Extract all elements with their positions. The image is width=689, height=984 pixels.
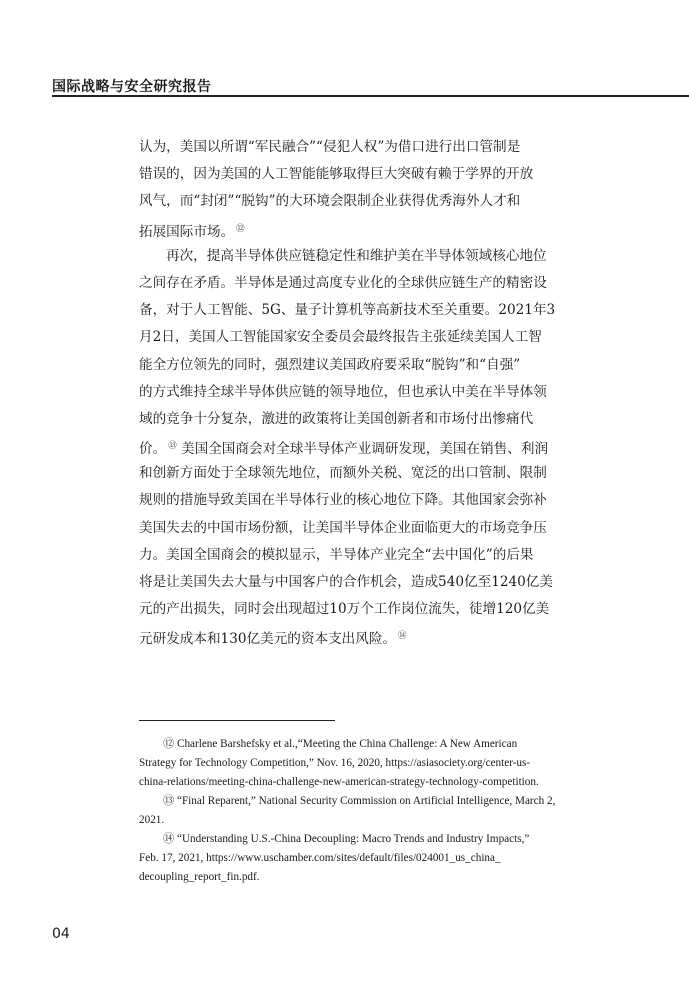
footnote-ref-13[interactable]: ⑬ — [168, 441, 177, 452]
footnote-line: ⑭ “Understanding U.S.-China Decoupling: Macro Trends and Industry Impacts,” — [163, 833, 530, 845]
body-line — [139, 623, 595, 650]
body-line-text: 价。 — [139, 441, 167, 458]
body-line — [139, 433, 595, 460]
body-line: 美国失去的中国市场份额，让美国半导体企业面临更大的市场竞争压 — [139, 519, 547, 536]
footnote-line: china-relations/meeting-china-challenge-new-american-strategy-technology-competition. — [139, 776, 539, 788]
page-number: 04 — [52, 926, 70, 942]
body-line: 月2日，美国人工智能国家安全委员会最终报告主张延续美国人工智 — [139, 329, 542, 346]
body-line: 能全方位领先的同时，强烈建议美国政府要采取“脱钩”和“自强” — [139, 356, 521, 373]
body-line: 再次，提高半导体供应链稳定性和维护美在半导体领域核心地位 — [166, 247, 547, 264]
body-line: 和创新方面处于全球领先地位，而额外关税、宽泛的出口管制、限制 — [139, 465, 547, 482]
footnote-13 — [139, 792, 595, 830]
footnote-line: Feb. 17, 2021, https://www.uschamber.com/sites/default/files/024001_us_china_ — [139, 852, 501, 864]
body-line-text: 拓展国际市场。 — [139, 223, 235, 240]
body-line — [139, 216, 595, 243]
body-line: 规则的措施导致美国在半导体行业的核心地位下降。其他国家会弥补 — [139, 492, 547, 509]
footnote-14 — [139, 830, 595, 887]
body-line: 的方式维持全球半导体供应链的领导地位，但也承认中美在半导体领 — [139, 383, 547, 400]
footnote-line: ⑬ “Final Reparent,” National Security Commission on Artificial Intelligence, March 2, — [163, 795, 556, 807]
footnotes — [139, 735, 595, 887]
body-line-text: 美国全国商会对全球半导体产业调研发现，美国在销售、利润 — [181, 441, 549, 458]
footnote-separator — [139, 720, 335, 721]
footnote-line: ⑫ Charlene Barshefsky et al.,“Meeting the China Challenge: A New American — [163, 738, 518, 750]
body-line-text: 元研发成本和130亿美元的资本支出风险。 — [139, 631, 397, 648]
body-line: 将是让美国失去大量与中国客户的合作机会，造成540亿至1240亿美 — [139, 574, 553, 590]
footnote-line: Strategy for Technology Competition,” Nov. 16, 2020, https://asiasociety.org/center-us- — [139, 757, 531, 769]
footnote-line: 2021. — [139, 814, 165, 826]
body-line: 错误的，因为美国的人工智能能够取得巨大突破有赖于学界的开放 — [139, 166, 534, 183]
header-rule — [52, 95, 689, 97]
footnote-line: decoupling_report_fin.pdf. — [139, 871, 260, 883]
body-text — [139, 134, 595, 651]
footnote-ref-12[interactable]: ⑫ — [236, 223, 245, 234]
body-line: 之间存在矛盾。半导体是通过高度专业化的全球供应链生产的精密设 — [139, 274, 547, 291]
body-line: 元的产出损失，同时会出现超过10万个工作岗位流失，徒增120亿美 — [139, 601, 550, 618]
body-line: 力。美国全国商会的模拟显示，半导体产业完全“去中国化”的后果 — [139, 546, 534, 563]
footnote-12 — [139, 735, 595, 792]
body-line: 备，对于人工智能、5G、量子计算机等高新技术至关重要。2021年3 — [139, 302, 556, 319]
body-line: 认为，美国以所谓“军民融合”“侵犯人权”为借口进行出口管制是 — [139, 139, 521, 155]
running-header-title: 国际战略与安全研究报告 — [52, 79, 212, 95]
footnote-ref-14[interactable]: ⑭ — [398, 631, 407, 642]
body-line: 风气，而“封闭”“脱钩”的大环境会限制企业获得优秀海外人才和 — [139, 193, 521, 210]
body-line: 域的竞争十分复杂，激进的政策将让美国创新者和市场付出惨痛代 — [139, 410, 534, 427]
